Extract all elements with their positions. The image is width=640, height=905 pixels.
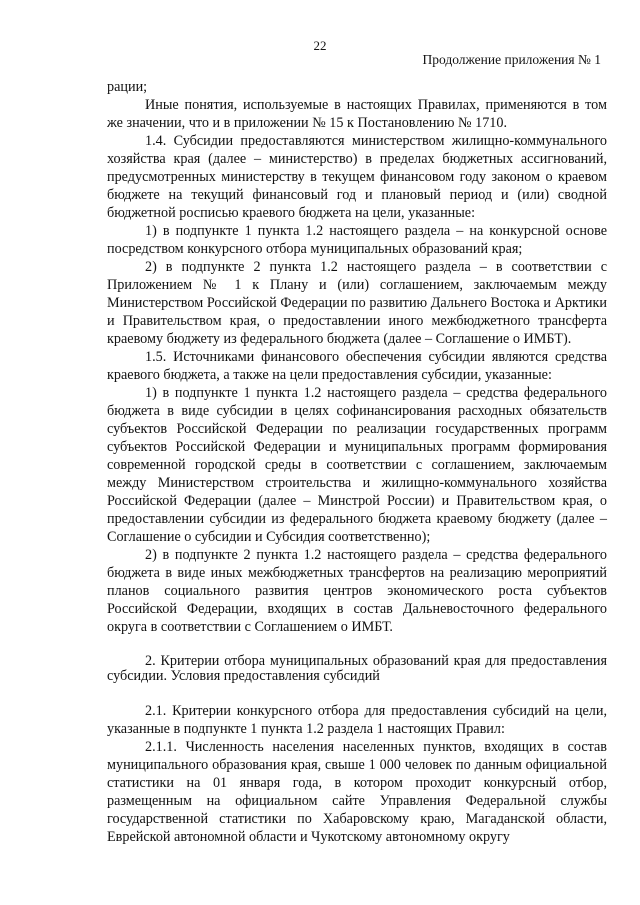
paragraph: Иные понятия, используемые в настоящих Правилах, применяются в том же значении, что и в приложении № 15 к Постановлению № 1710. — [107, 97, 607, 131]
paragraph-1-5: 1.5. Источниками финансового обеспечения субсидии являются средства краевого бюджета, а также на цели предоставления субсидии, указанные: — [107, 349, 607, 383]
paragraph-continuation: рации; — [107, 79, 148, 95]
page-number: 22 — [313, 38, 327, 53]
paragraph-2-1: 2.1. Критерии конкурсного отбора для предоставления субсидий на цели, указанные в подпункте 1 пункта 1.2 раздела 1 настоящих Правил: — [107, 703, 607, 737]
paragraph-1-4-item-2: 2) в подпункте 2 пункта 1.2 настоящего раздела – в соответствии с Приложением № 1 к Плану и (или) соглашением, заключаемым между Министерством Российской Федерации по развитию Дальнего Востока и Арктики и Правительством края, о предоставлении иного межбюджетного трансферта краевому бюджету из федерального бюджета (далее – Соглашение о ИМБТ). — [107, 259, 607, 347]
document-body — [107, 78, 607, 846]
paragraph-2-1-1: 2.1.1. Численность населения населенных пунктов, входящих в состав муниципального образования края, свыше 1 000 человек по данным официальной статистики на 01 января года, в котором проходит конкурсный отбор, размещенным на официальном сайте Управления Федеральной службы государственной статистики по Хабаровскому краю, Магаданской области, Еврейской автономной области и Чукотскому автономному округу — [107, 739, 607, 845]
section-2-heading: 2. Критерии отбора муниципальных образований края для предоставления субсидии. Условия предоставления субсидий — [107, 653, 607, 684]
paragraph-1-5-item-1: 1) в подпункте 1 пункта 1.2 настоящего раздела – средства федерального бюджета в виде субсидии в целях софинансирования расходных обязательств субъектов Российской Федерации по реализации государственных программ субъектов Российской Федерации и муниципальных программ формирования современной городской среды в соответствии с соглашением, заключаемым между Министерством строительства и жилищно-коммунального хозяйства Российской Федерации (далее – Минстрой России) и Правительством края, о предоставлении субсидии из федерального бюджета краевому бюджету (далее – Соглашение о субсидии и Субсидия соответственно); — [107, 385, 607, 545]
continuation-header: Продолжение приложения № 1 — [422, 52, 601, 67]
paragraph-1-5-item-2: 2) в подпункте 2 пункта 1.2 настоящего раздела – средства федерального бюджета в виде иных межбюджетных трансфертов на реализацию мероприятий планов социального развития центров экономического роста субъектов Российской Федерации, входящих в состав Дальневосточного федерального округа в соответствии с Соглашением о ИМБТ. — [107, 547, 607, 635]
paragraph-1-4-item-1: 1) в подпункте 1 пункта 1.2 настоящего раздела – на конкурсной основе посредством конкурсного отбора муниципальных образований края; — [107, 223, 607, 257]
paragraph-1-4: 1.4. Субсидии предоставляются министерством жилищно-коммунального хозяйства края (далее – министерство) в пределах бюджетных ассигнований, предусмотренных министерству в текущем финансовом году законом о краевом бюджете на текущий финансовый год и плановый период и (или) сводной бюджетной росписью краевого бюджета на цели, указанные: — [107, 133, 607, 221]
